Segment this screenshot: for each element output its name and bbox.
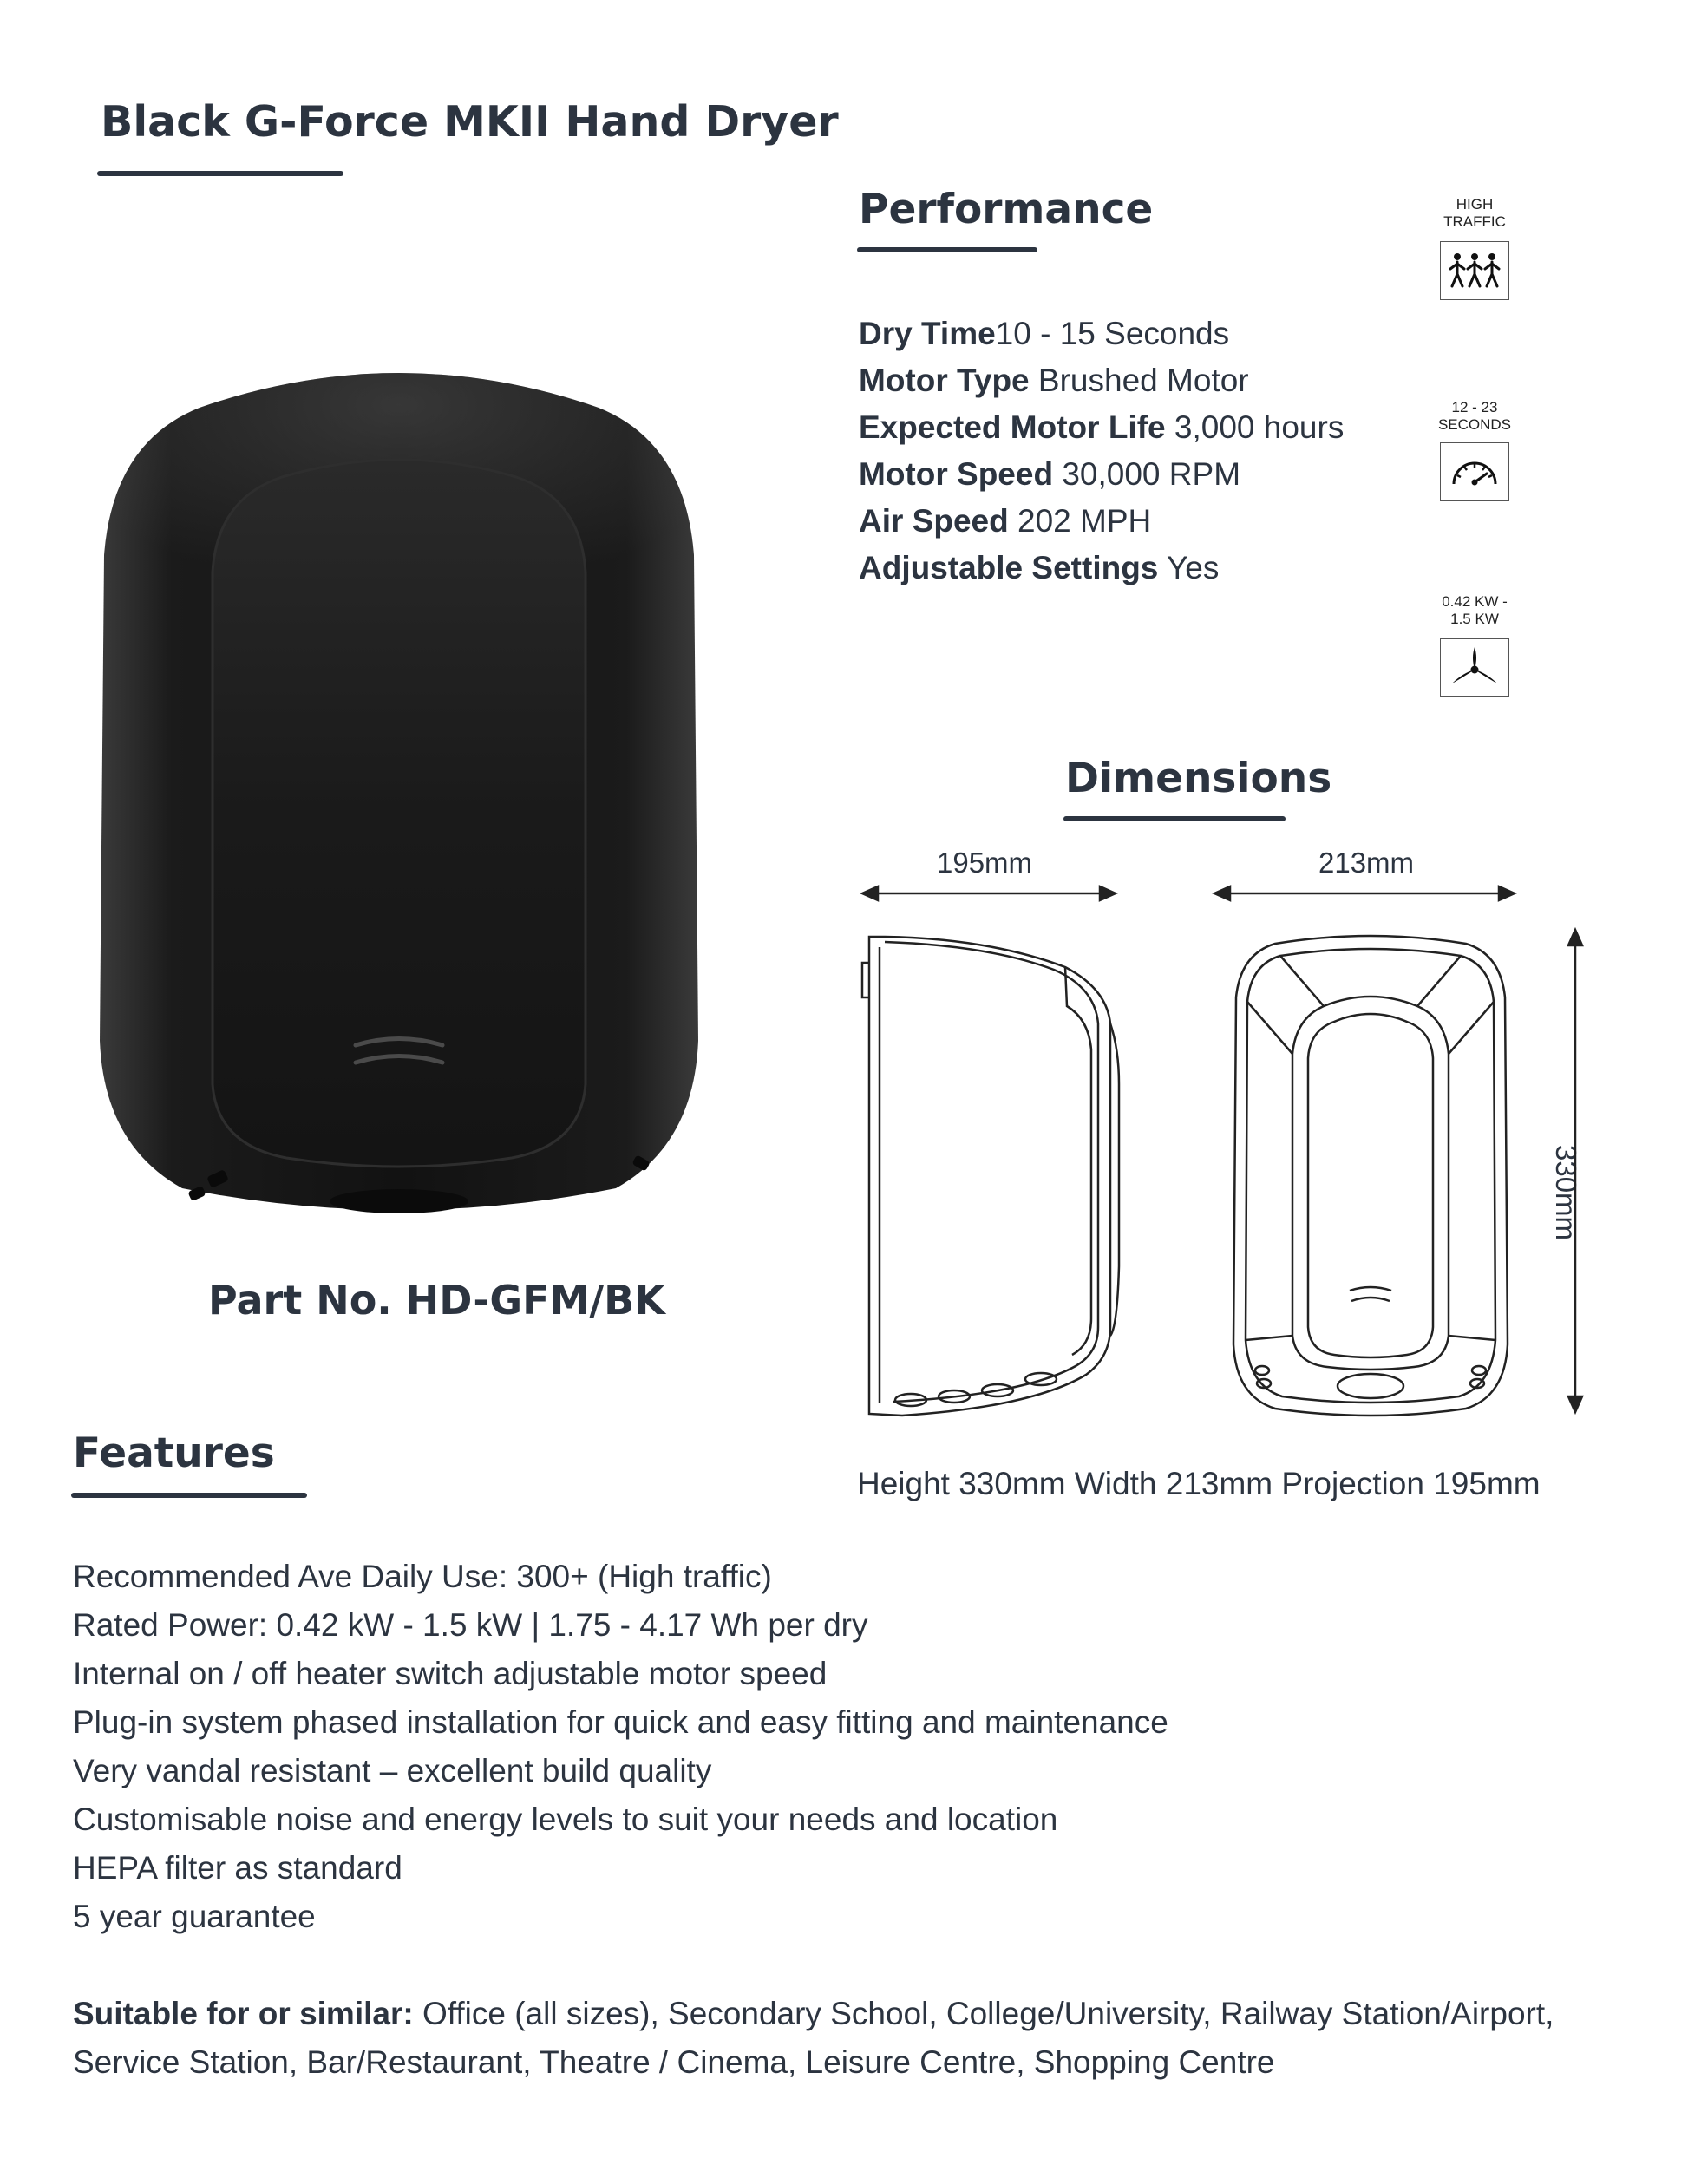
feature-item: Internal on / off heater switch adjustable motor speed bbox=[73, 1656, 828, 1691]
feature-item: Rated Power: 0.42 kW - 1.5 kW | 1.75 - 4.17 Wh per dry bbox=[73, 1607, 868, 1643]
height-label: 330mm bbox=[1550, 1145, 1582, 1241]
feature-item: Customisable noise and energy levels to suit your needs and location bbox=[73, 1801, 1058, 1837]
spec-list bbox=[859, 311, 1344, 592]
suitable-text: Office (all sizes), Secondary School, College/University, Railway Station/Airport, bbox=[413, 1996, 1554, 2031]
gauge-icon bbox=[1449, 454, 1501, 489]
spec-motor-speed: Motor Speed 30,000 RPM bbox=[859, 456, 1241, 492]
feature-list bbox=[73, 1553, 1168, 1941]
spec-dry-time: Dry Time10 - 15 Seconds bbox=[859, 316, 1230, 351]
feature-item: Very vandal resistant – excellent build quality bbox=[73, 1753, 712, 1788]
features-heading: Features bbox=[73, 1429, 275, 1477]
title-underline bbox=[97, 171, 343, 176]
performance-heading: Performance bbox=[859, 186, 1154, 233]
performance-underline bbox=[857, 247, 1037, 252]
width-label: 213mm bbox=[1318, 847, 1415, 879]
product-image bbox=[95, 347, 703, 1232]
people-icon bbox=[1447, 252, 1502, 290]
dimensions-summary: Height 330mm Width 213mm Projection 195mm bbox=[857, 1466, 1541, 1501]
feature-item: 5 year guarantee bbox=[73, 1899, 316, 1934]
page-title: Black G-Force MKII Hand Dryer bbox=[101, 97, 839, 147]
fan-icon bbox=[1449, 645, 1501, 690]
suitable-text-2: Service Station, Bar/Restaurant, Theatre / Cinema, Leisure Centre, Shopping Centre bbox=[73, 2044, 1275, 2080]
spec-motor-life: Expected Motor Life 3,000 hours bbox=[859, 409, 1345, 445]
feature-item: Plug-in system phased installation for quick and easy fitting and maintenance bbox=[73, 1704, 1168, 1740]
spec-adjustable-settings: Adjustable Settings Yes bbox=[859, 550, 1220, 585]
features-underline bbox=[71, 1493, 307, 1498]
dimension-drawings bbox=[859, 876, 1605, 1431]
feature-item: HEPA filter as standard bbox=[73, 1850, 402, 1886]
feature-item: Recommended Ave Daily Use: 300+ (High traffic) bbox=[73, 1559, 772, 1594]
spec-air-speed: Air Speed 202 MPH bbox=[859, 503, 1152, 539]
suitable-for bbox=[73, 1990, 1554, 2087]
suitable-label: Suitable for or similar: bbox=[73, 1996, 414, 2031]
part-number: Part No. HD-GFM/BK bbox=[208, 1277, 665, 1324]
dimensions-heading: Dimensions bbox=[1065, 755, 1332, 802]
projection-label: 195mm bbox=[937, 847, 1033, 879]
spec-motor-type: Motor Type Brushed Motor bbox=[859, 363, 1249, 398]
dimensions-underline bbox=[1063, 816, 1286, 821]
